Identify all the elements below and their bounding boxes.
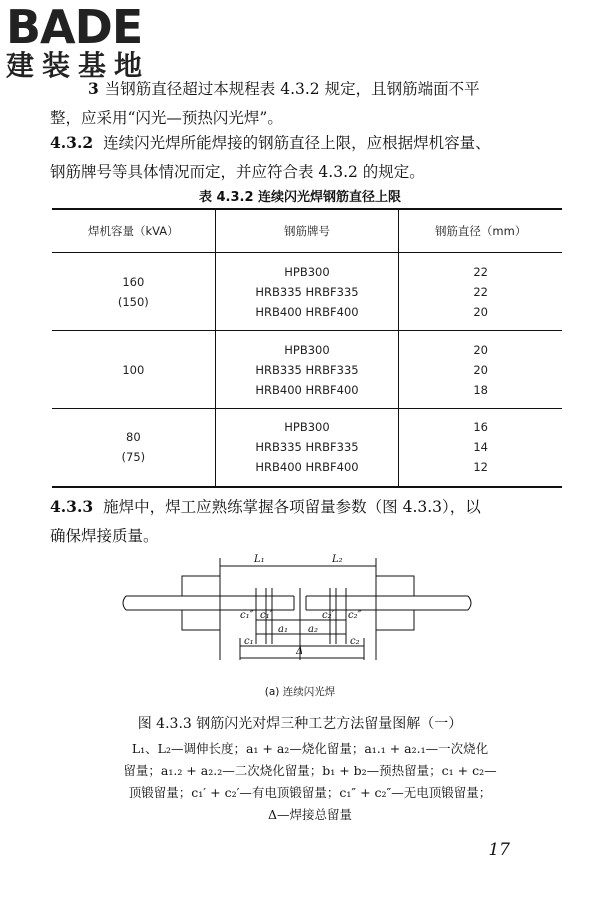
legend-line: 留量；a₁.₂ + a₂.₂—二次烧化留量；b₁ + b₂—预热留量；c₁ + c₂— xyxy=(123,763,497,778)
logo-brand: BADE xyxy=(6,0,143,54)
label-c2-double-prime: c₂″ xyxy=(348,610,362,621)
label-L2: L₂ xyxy=(332,554,343,565)
label-c2: c₂ xyxy=(350,636,360,647)
label-L1: L₁ xyxy=(254,554,265,565)
clause-4-3-2-line-1: 连续闪光焊所能焊接的钢筋直径上限，应根据焊机容量、 xyxy=(103,134,491,152)
legend-line: 顶锻留量；c₁′ + c₂′—有电顶锻留量；c₁″ + c₂″—无电顶锻留量； xyxy=(128,785,492,800)
label-delta: Δ xyxy=(296,646,304,657)
label-a1: a₁ xyxy=(278,624,288,635)
header-capacity: 焊机容量（kVA） xyxy=(52,209,215,253)
label-a2: a₂ xyxy=(308,624,318,635)
capacity-cell: 80 (75) xyxy=(52,409,215,487)
item-3-line-1: 当钢筋直径超过本规程表 4.3.2 规定，且钢筋端面不平 xyxy=(104,80,480,98)
left-clamp-top xyxy=(182,576,220,596)
clause-4-3-3 xyxy=(50,492,570,551)
clause-item-3 xyxy=(50,74,570,133)
right-clamp-top xyxy=(376,576,414,596)
label-c1-double-prime: c₁″ xyxy=(240,610,254,621)
table-row xyxy=(52,253,562,331)
right-bar-end xyxy=(468,596,471,610)
left-bar-end xyxy=(123,596,126,610)
diameter-limit-table xyxy=(52,208,562,488)
figure-title: 图 4.3.3 钢筋闪光对焊三种工艺方法留量图解（一） xyxy=(137,716,463,732)
diameter-cell: 20 20 18 xyxy=(399,331,562,409)
flash-welding-diagram xyxy=(120,548,480,678)
site-logo xyxy=(6,0,176,82)
clause-number: 4.3.3 xyxy=(50,497,94,516)
label-c2-prime: c₂′ xyxy=(322,610,334,621)
table-caption: 表 4.3.2 连续闪光焊钢筋直径上限 xyxy=(198,190,402,205)
diameter-cell: 22 22 20 xyxy=(399,253,562,331)
clause-4-3-2-line-2: 钢筋牌号等具体情况而定，并应符合表 4.3.2 的规定。 xyxy=(50,163,425,181)
page-number: 17 xyxy=(488,840,510,860)
label-c1-prime: c₁′ xyxy=(260,610,272,621)
table-row xyxy=(52,409,562,487)
table-header-row xyxy=(52,209,562,253)
logo-subtitle: 建装基地 xyxy=(6,49,151,82)
clause-4-3-3-line-1: 施焊中，焊工应熟练掌握各项留量参数（图 4.3.3），以 xyxy=(103,498,481,516)
header-diameter: 钢筋直径（mm） xyxy=(399,209,562,253)
legend-line: Δ—焊接总留量 xyxy=(267,807,353,822)
grade-cell: HPB300 HRB335 HRBF335 HRB400 HRBF400 xyxy=(215,253,399,331)
grade-cell: HPB300 HRB335 HRBF335 HRB400 HRBF400 xyxy=(215,409,399,487)
figure-legend xyxy=(40,738,580,826)
legend-line: L₁、L₂—调伸长度；a₁ + a₂—烧化留量；a₁.₁ + a₂.₁—一次烧化 xyxy=(131,741,489,756)
capacity-cell: 100 xyxy=(52,331,215,409)
label-c1: c₁ xyxy=(244,636,254,647)
clause-4-3-3-line-2: 确保焊接质量。 xyxy=(50,527,159,545)
item-3-line-2: 整，应采用“闪光—预热闪光焊”。 xyxy=(50,109,283,127)
figure-subcaption: (a) 连续闪光焊 xyxy=(264,686,336,698)
header-grade: 钢筋牌号 xyxy=(215,209,399,253)
grade-cell: HPB300 HRB335 HRBF335 HRB400 HRBF400 xyxy=(215,331,399,409)
table-row xyxy=(52,331,562,409)
capacity-cell: 160 (150) xyxy=(52,253,215,331)
clause-number: 4.3.2 xyxy=(50,133,94,152)
item-number: 3 xyxy=(88,79,99,98)
diameter-cell: 16 14 12 xyxy=(399,409,562,487)
left-clamp-bottom xyxy=(182,610,220,630)
clause-4-3-2 xyxy=(50,128,570,187)
right-clamp-bottom xyxy=(376,610,414,630)
